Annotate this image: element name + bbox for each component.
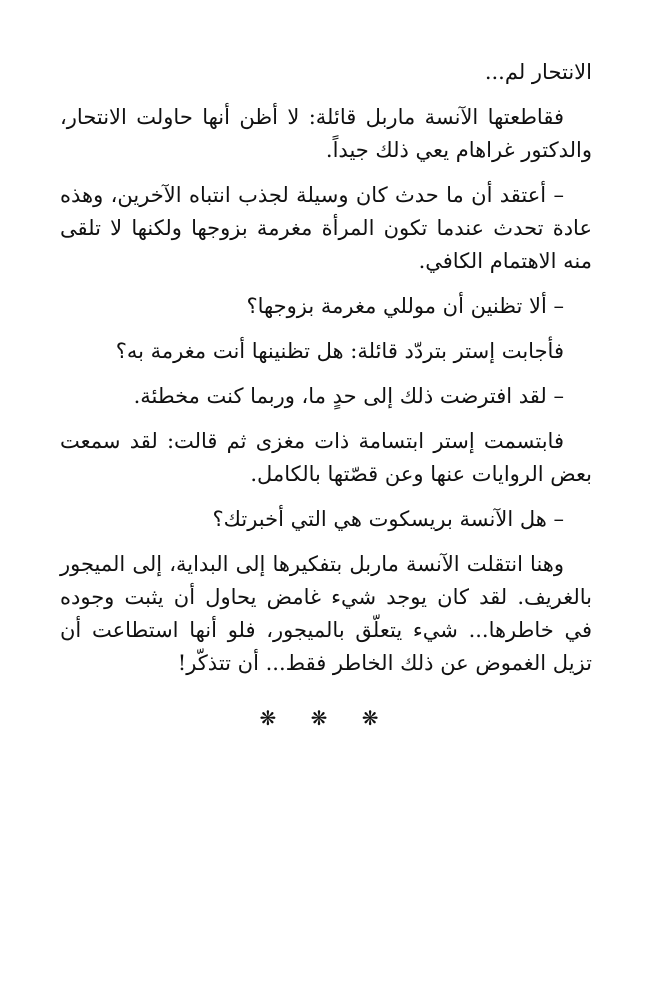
paragraph-5: فأجابت إستر بتردّد قائلة: هل تظنينها أنت مغرمة به؟ [115, 339, 564, 363]
paragraph-7: فابتسمت إستر ابتسامة ذات مغزى ثم قالت: لقد سمعت بعض الروايات عنها وعن قصّتها بالكامل. [60, 429, 592, 486]
paragraph-9: وهنا انتقلت الآنسة ماربل بتفكيرها إلى البداية، إلى الميجور بالغريف. لقد كان يوجد شيء غامض يحاول أن يثبت وجوده في خاطرها... شيء يتعلّق بالميجور، فلو أنها استطاعت أن تزيل الغموض عن ذلك الخاطر فقط... أن تتذكّر! [60, 552, 592, 675]
paragraph-8: – هل الآنسة بريسكوت هي التي أخبرتك؟ [212, 507, 564, 531]
paragraph-4: – ألا تظنين أن موللي مغرمة بزوجها؟ [246, 294, 564, 318]
paragraph-1: الانتحار لم... [484, 60, 592, 84]
section-separator: ❋ ❋ ❋ [259, 706, 393, 730]
page-text [60, 56, 592, 735]
paragraph-2: فقاطعتها الآنسة ماربل قائلة: لا أظن أنها حاولت الانتحار، والدكتور غراهام يعي ذلك جيداً. [60, 105, 592, 162]
paragraph-3: – أعتقد أن ما حدث كان وسيلة لجذب انتباه الآخرين، وهذه عادة تحدث عندما تكون المرأة مغرمة بزوجها ولكنها لا تلقى منه الاهتمام الكافي. [60, 183, 592, 273]
paragraph-6: – لقد افترضت ذلك إلى حدٍ ما، وربما كنت مخطئة. [133, 384, 564, 408]
